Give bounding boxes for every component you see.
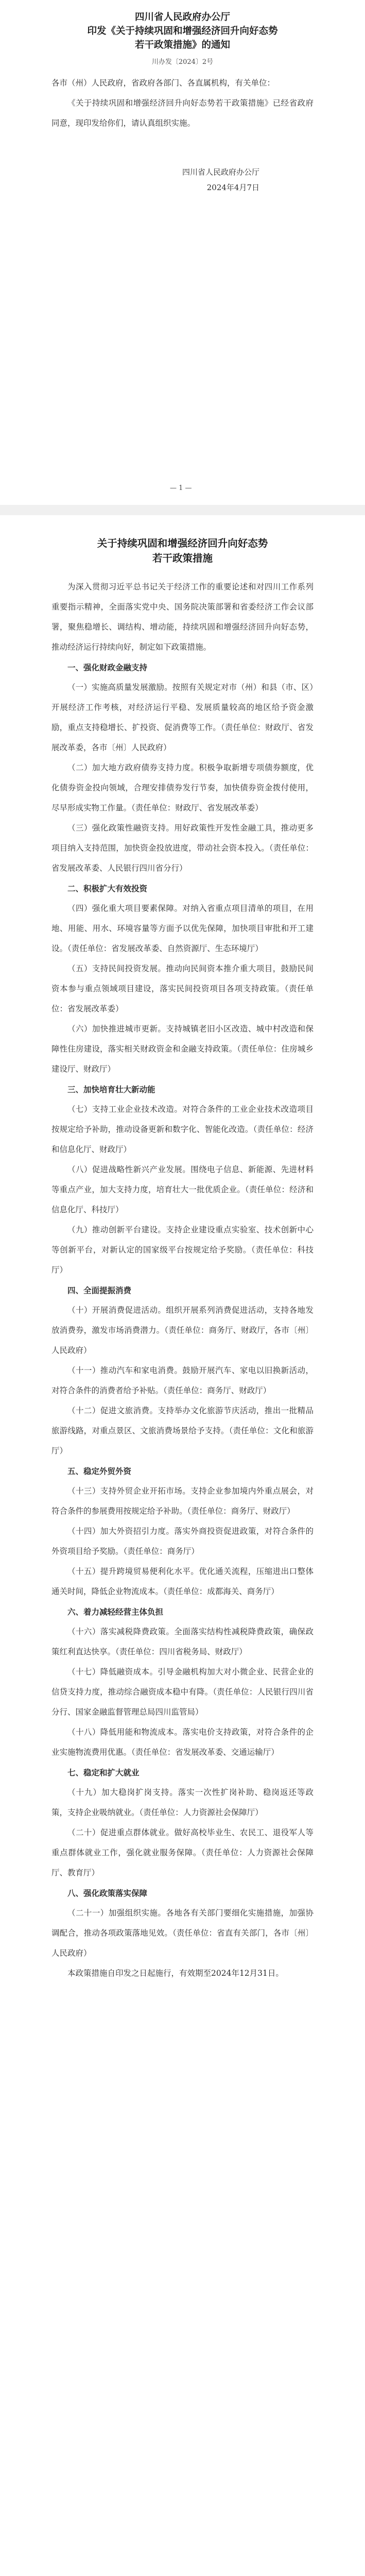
issuer: 四川省人民政府办公厅 — [182, 167, 259, 177]
notice-title-line: 若干政策措施》的通知 — [134, 40, 230, 50]
section-heading: 七、稳定和扩大就业 — [67, 1768, 140, 1777]
policy-item: （六）加快推进城市更新。支持城镇老旧小区改造、城中村改造和保障性住房建设，落实相关财政资金和金融支持政策。（责任单位：住房城乡建设厅、财政厅） — [51, 1024, 314, 1074]
page-one — [0, 0, 365, 505]
policy-item: （九）推动创新平台建设。支持企业建设重点实验室、技术创新中心等创新平台，对新认定的国家级平台按规定给予奖励。（责任单位：科技厅） — [51, 1225, 314, 1275]
document-number: 川办发〔2024〕2号 — [151, 58, 214, 66]
policy-item: （十六）落实减税降费政策。全面落实结构性减税降费政策，确保政策红利直达快享。（责任单位：四川省税务局、财政厅） — [51, 1627, 314, 1656]
policy-intro: 为深入贯彻习近平总书记关于经济工作的重要论述和对四川工作系列重要指示精神，全面落实党中央、国务院决策部署和省委经济工作会议部署，聚焦稳增长、调结构、增动能，持续巩固和增强经济回升向好态势，推动经济运行持续向好，制定如下政策措施。 — [51, 582, 314, 652]
policy-item: （十三）支持外贸企业开拓市场。支持企业参加境内外重点展会，对符合条件的参展费用按规定给予补助。（责任单位：商务厅、财政厅） — [51, 1486, 314, 1516]
policy-item: （八）促进战略性新兴产业发展。围绕电子信息、新能源、先进材料等重点产业，加大支持力度，培育壮大一批优质企业。（责任单位：经济和信息化厅、科技厅） — [51, 1165, 314, 1214]
issue-date: 2024年4月7日 — [206, 183, 259, 192]
policy-item: （二）加大地方政府债券支持力度。积极争取新增专项债券额度，优化债券资金投向领域，合理安排债券发行节奏，加快债券资金拨付使用，尽早形成实物工作量。（责任单位：财政厅、省发展改革委） — [51, 763, 314, 812]
policy-item: （十一）推动汽车和家电消费。鼓励开展汽车、家电以旧换新活动，对符合条件的消费者给予补贴。（责任单位：商务厅、财政厅） — [51, 1366, 314, 1395]
section-heading: 八、强化政策落实保障 — [67, 1888, 148, 1898]
section-heading: 四、全面提振消费 — [67, 1285, 132, 1295]
section-heading: 五、稳定外贸外资 — [67, 1466, 132, 1476]
policy-item: （三）强化政策性融资支持。用好政策性开发性金融工具，推动更多项目纳入支持范围，加快资金投放进度，带动社会资本投入。（责任单位：省发展改革委、人民银行四川省分行） — [51, 823, 314, 873]
policy-item: （十八）降低用能和物流成本。落实电价支持政策，对符合条件的企业实施物流费用优惠。（责任单位：省发展改革委、交通运输厅） — [51, 1727, 314, 1757]
policy-title-line: 若干政策措施 — [152, 552, 213, 564]
section-heading: 二、积极扩大有效投资 — [67, 884, 148, 893]
policy-title — [51, 536, 314, 566]
page-two — [0, 515, 365, 2576]
notice-title-line: 印发《关于持续巩固和增强经济回升向好态势 — [87, 26, 278, 37]
page-divider — [0, 505, 365, 515]
policy-item: （十五）提升跨境贸易便利化水平。优化通关流程，压缩进出口整体通关时间，降低企业物流成本。（责任单位：成都海关、商务厅） — [51, 1567, 314, 1596]
policy-item: （一）实施高质量发展激励。按照有关规定对市（州）和县（市、区）开展经济工作考核，对经济运行平稳、发展质量较高的地区给予资金激励，重点支持稳增长、扩投资、促消费等工作。（责任单位：财政厅、省发展改革委，各市〔州〕人民政府） — [51, 683, 314, 752]
policy-title-line: 关于持续巩固和增强经济回升向好态势 — [97, 537, 268, 549]
policy-item: （四）强化重大项目要素保障。对纳入省重点项目清单的项目，在用地、用能、用水、环境容量等方面予以优先保障，加快项目审批和开工建设。（责任单位：省发展改革委、自然资源厅、生态环境厅） — [51, 904, 314, 953]
notice-body: 《关于持续巩固和增强经济回升向好态势若干政策措施》已经省政府同意，现印发给你们，请认真组织实施。 — [51, 98, 314, 128]
policy-item: （十九）加大稳岗扩岗支持。落实一次性扩岗补助、稳岗返还等政策，支持企业吸纳就业。（责任单位：人力资源社会保障厅） — [51, 1788, 314, 1817]
notice-title — [51, 10, 314, 52]
section-heading: 一、强化财政金融支持 — [67, 663, 148, 672]
policy-item: （二十）促进重点群体就业。做好高校毕业生、农民工、退役军人等重点群体就业工作，强化就业服务保障。（责任单位：人力资源社会保障厅、教育厅） — [51, 1828, 314, 1877]
notice-recipients: 各市（州）人民政府，省政府各部门、各直属机构，有关单位： — [51, 78, 275, 88]
section-heading: 六、着力减轻经营主体负担 — [67, 1607, 164, 1617]
policy-item: （十四）加大外资招引力度。落实外商投资促进政策，对符合条件的外资项目给予奖励。（责任单位：商务厅） — [51, 1527, 314, 1556]
policy-item: （七）支持工业企业技术改造。对符合条件的工业企业技术改造项目按规定给予补助，推动设备更新和数字化、智能化改造。（责任单位：经济和信息化厅、财政厅） — [51, 1105, 314, 1154]
policy-item: （五）支持民间投资发展。推动向民间资本推介重大项目，鼓励民间资本参与重点领域项目建设，落实民间投资项目各项支持政策。（责任单位：省发展改革委） — [51, 964, 314, 1013]
policy-item: （二十一）加强组织实施。各地各有关部门要细化实施措施，加强协调配合，推动各项政策落地见效。（责任单位：省直有关部门，各市〔州〕人民政府） — [51, 1908, 314, 1958]
policy-item: （十二）促进文旅消费。支持举办文化旅游节庆活动，推出一批精品旅游线路，对重点景区、文旅消费场景给予支持。（责任单位：文化和旅游厅） — [51, 1406, 314, 1455]
policy-item: （十）开展消费促进活动。组织开展系列消费促进活动，支持各地发放消费券，激发市场消费潜力。（责任单位：商务厅、财政厅，各市〔州〕人民政府） — [51, 1306, 314, 1355]
policy-closing: 本政策措施自印发之日起施行，有效期至2024年12月31日。 — [67, 1969, 284, 1978]
notice-title-line: 四川省人民政府办公厅 — [134, 12, 230, 23]
page-number: — 1 — — [170, 484, 192, 492]
section-heading: 三、加快培育壮大新动能 — [67, 1084, 155, 1094]
policy-item: （十七）降低融资成本。引导金融机构加大对小微企业、民营企业的信贷支持力度，推动综合融资成本稳中有降。（责任单位：人民银行四川省分行、国家金融监督管理总局四川监管局） — [51, 1667, 314, 1717]
